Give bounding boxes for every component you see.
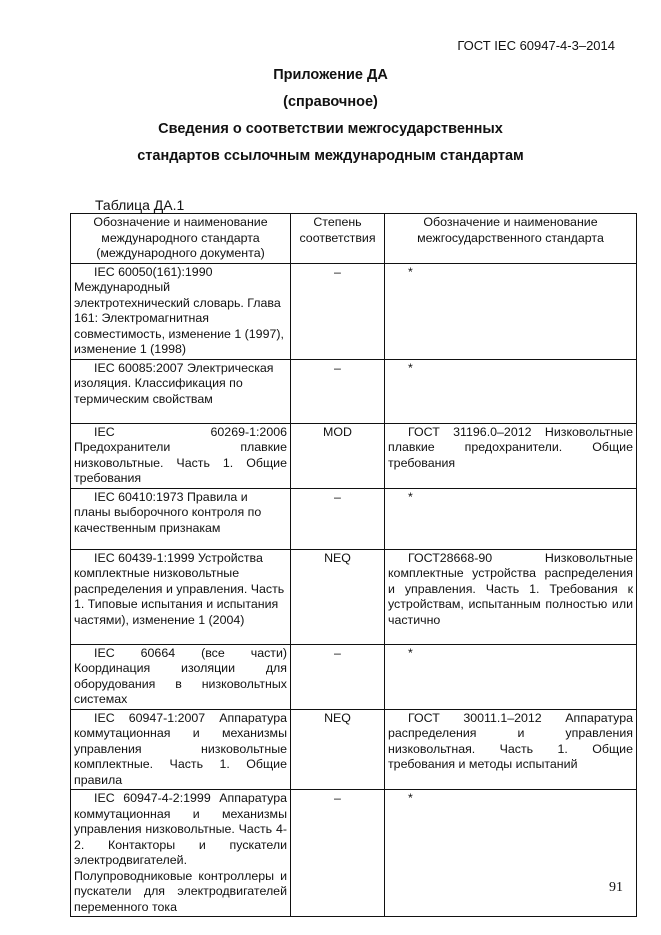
table-row bbox=[71, 709, 637, 790]
header-national-standard: Обозначение и наименование межгосударственного стандарта bbox=[385, 214, 637, 264]
header-international-standard: Обозначение и наименование международного стандарта (международного документа) bbox=[71, 214, 291, 264]
appendix-heading-line2: стандартов ссылочным международным стандартам bbox=[137, 148, 524, 164]
cell-international-standard: IEC 60439-1:1999 Устройства комплектные низковольтные распределения и управления. Часть 1. Типовые испытания и испытания частями), изменение 1 (2004) bbox=[71, 549, 291, 644]
cell-national-standard: * bbox=[385, 790, 637, 917]
document-code: ГОСТ IEC 60947-4-3–2014 bbox=[457, 38, 615, 53]
table-row bbox=[71, 263, 637, 359]
cell-international-standard: IEC 60050(161):1990 Международный электротехнический словарь. Глава 161: Электромагнитная совместимость, изменение 1 (1997), изменение 1 (1998) bbox=[71, 263, 291, 359]
cell-degree: – bbox=[291, 263, 385, 359]
table-row bbox=[71, 488, 637, 549]
cell-degree: – bbox=[291, 790, 385, 917]
cell-degree: – bbox=[291, 359, 385, 423]
cell-national-standard: ГОСТ 30011.1–2012 Аппаратура распределения и управления низковольтная. Часть 1. Общие требования и методы испытаний bbox=[385, 709, 637, 790]
cell-national-standard: ГОСТ 31196.0–2012 Низковольтные плавкие предохранители. Общие требования bbox=[385, 423, 637, 488]
cell-degree: MOD bbox=[291, 423, 385, 488]
page-number: 91 bbox=[609, 880, 623, 895]
cell-international-standard: IEC 60085:2007 Электрическая изоляция. Классификация по термическим свойствам bbox=[71, 359, 291, 423]
appendix-heading-line1: Сведения о соответствии межгосударственных bbox=[158, 121, 503, 137]
cell-international-standard: IEC 60410:1973 Правила и планы выборочного контроля по качественным признакам bbox=[71, 488, 291, 549]
appendix-title-block bbox=[0, 62, 661, 170]
cell-international-standard: IEC 60269-1:2006 Предохранители плавкие низковольтные. Часть 1. Общие требования bbox=[71, 423, 291, 488]
appendix-title: Приложение ДА bbox=[273, 67, 388, 83]
cell-degree: NEQ bbox=[291, 549, 385, 644]
correspondence-table bbox=[70, 213, 637, 917]
cell-degree: – bbox=[291, 644, 385, 709]
cell-national-standard: * bbox=[385, 263, 637, 359]
table-row bbox=[71, 549, 637, 644]
table-row bbox=[71, 790, 637, 917]
table-row bbox=[71, 423, 637, 488]
cell-international-standard: IEC 60664 (все части) Координация изоляции для оборудования в низковольтных системах bbox=[71, 644, 291, 709]
cell-international-standard: IEC 60947-1:2007 Аппаратура коммутационная и механизмы управления низковольтные комплектные. Часть 1. Общие правила bbox=[71, 709, 291, 790]
table-caption: Таблица ДА.1 bbox=[95, 197, 185, 213]
table-row bbox=[71, 644, 637, 709]
cell-degree: NEQ bbox=[291, 709, 385, 790]
cell-national-standard: * bbox=[385, 359, 637, 423]
cell-degree: – bbox=[291, 488, 385, 549]
table-header-row bbox=[71, 214, 637, 264]
cell-national-standard: * bbox=[385, 488, 637, 549]
table-row bbox=[71, 359, 637, 423]
cell-national-standard: * bbox=[385, 644, 637, 709]
appendix-type: (справочное) bbox=[283, 94, 378, 110]
cell-national-standard: ГОСТ28668-90 Низковольтные комплектные устройства распределения и управления. Часть 1. Требования к устройствам, испытанным полностью или частично bbox=[385, 549, 637, 644]
header-degree: Степень соответствия bbox=[291, 214, 385, 264]
cell-international-standard: IEC 60947-4-2:1999 Аппаратура коммутационная и механизмы управления низковольтные. Часть 4-2. Контакторы и пускатели электродвигателей. Полупроводниковые контроллеры и пускатели для электродвигателей переменного тока bbox=[71, 790, 291, 917]
